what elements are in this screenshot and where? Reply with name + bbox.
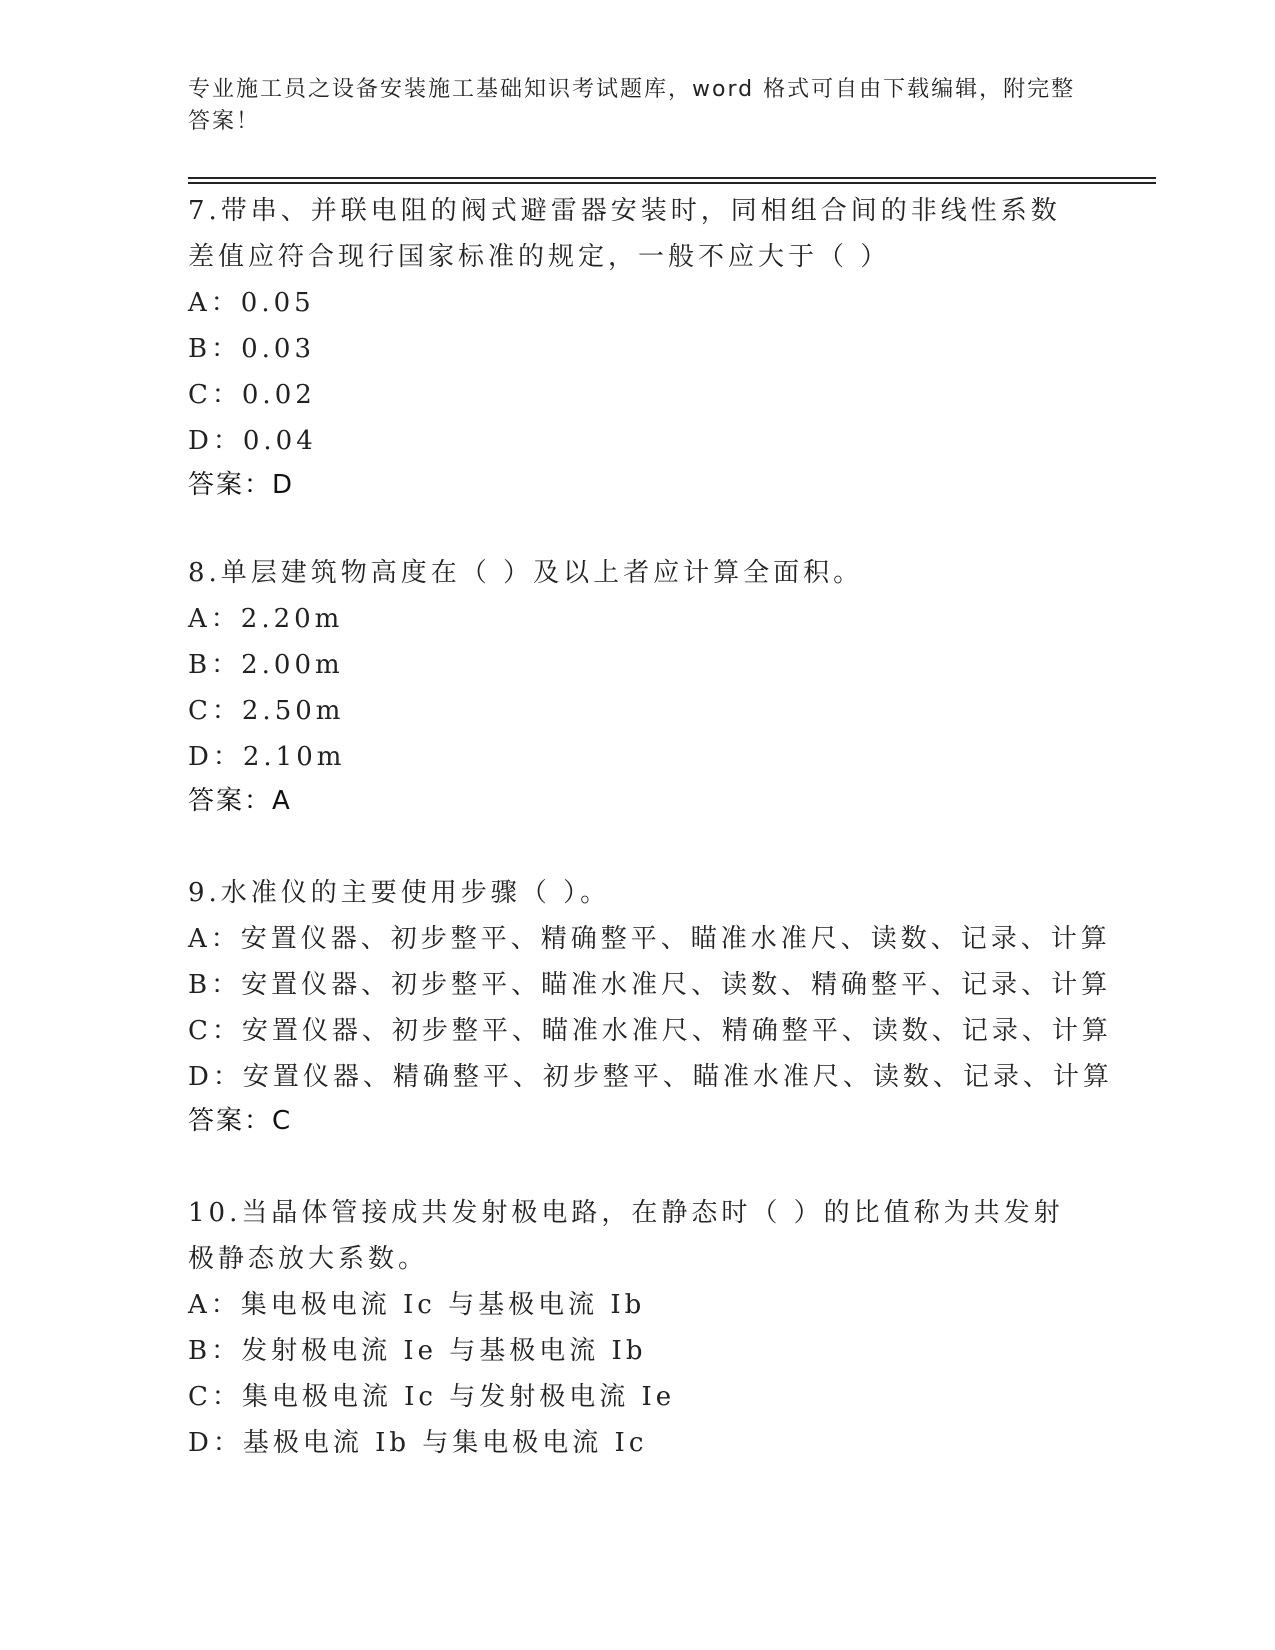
question-9: [188, 870, 1113, 1142]
option-d: D：2.10m: [188, 742, 346, 772]
option-c: C：2.50m: [188, 696, 345, 726]
document-header: 专业施工员之设备安装施工基础知识考试题库，word 格式可自由下载编辑，附完整答案！: [188, 77, 1076, 134]
question-stem: 8.单层建筑物高度在（ ）及以上者应计算全面积。: [188, 558, 864, 588]
option-b: B：0.03: [188, 334, 315, 364]
option-a: A：安置仪器、初步整平、精确整平、瞄准水准尺、读数、记录、计算: [188, 924, 1111, 954]
question-stem: 9.水准仪的主要使用步骤（ ）。: [188, 878, 611, 908]
option-b: B：发射极电流 Ie 与基极电流 Ib: [188, 1336, 647, 1366]
question-7: [188, 188, 1088, 506]
header-divider-top: [188, 177, 1156, 179]
option-b: B：2.00m: [188, 650, 344, 680]
question-stem: 10.当晶体管接成共发射极电路，在静态时（ ）的比值称为共发射极静态放大系数。: [188, 1198, 1064, 1274]
option-a: A：2.20m: [188, 604, 344, 634]
option-b: B：安置仪器、初步整平、瞄准水准尺、读数、精确整平、记录、计算: [188, 970, 1112, 1000]
question-stem: 7.带串、并联电阻的阀式避雷器安装时，同相组合间的非线性系数差值应符合现行国家标准的规定，一般不应大于（ ）: [188, 196, 1061, 272]
option-d: D：0.04: [188, 426, 317, 456]
answer: 答案：D: [188, 470, 295, 500]
option-a: A：0.05: [188, 288, 315, 318]
header-divider-bottom: [188, 182, 1156, 184]
option-c: C：集电极电流 Ic 与发射极电流 Ie: [188, 1382, 676, 1412]
answer: 答案：A: [188, 786, 292, 816]
option-c: C：0.02: [188, 380, 316, 410]
question-8: [188, 550, 1088, 822]
option-a: A：集电极电流 Ic 与基极电流 Ib: [188, 1290, 646, 1320]
question-10: [188, 1190, 1088, 1466]
option-d: D：安置仪器、精确整平、初步整平、瞄准水准尺、读数、记录、计算: [188, 1062, 1113, 1092]
option-c: C：安置仪器、初步整平、瞄准水准尺、精确整平、读数、记录、计算: [188, 1016, 1112, 1046]
option-d: D：基极电流 Ib 与集电极电流 Ic: [188, 1428, 648, 1458]
answer: 答案：C: [188, 1106, 293, 1136]
